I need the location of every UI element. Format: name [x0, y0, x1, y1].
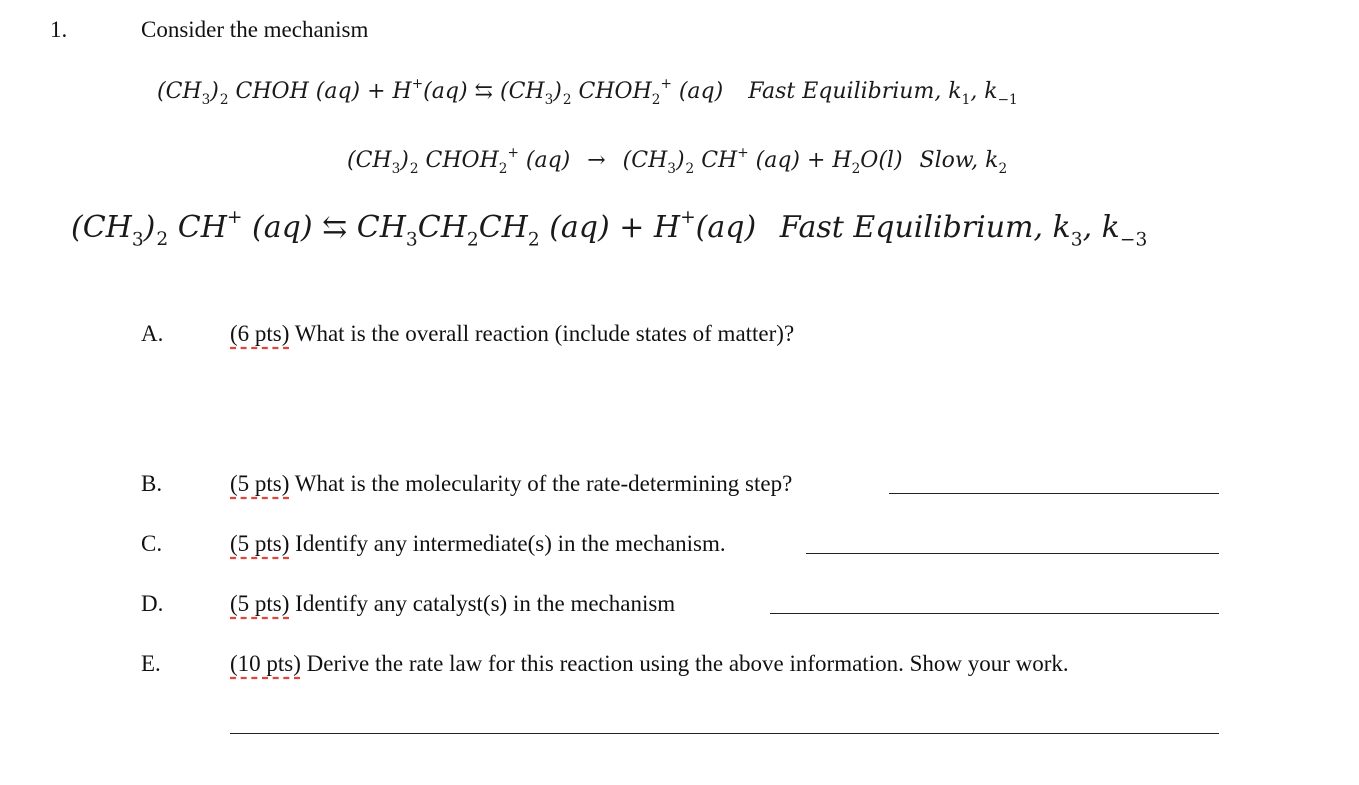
- step-3-lhs: $(CH_3)_2$ CH+ (aq): [71, 207, 313, 251]
- equilibrium-arrow-icon: ⇆: [322, 210, 348, 245]
- part-b-letter: B.: [141, 471, 163, 496]
- part-c-letter: C.: [141, 531, 163, 556]
- part-b-question: [230, 471, 792, 497]
- forward-arrow-icon: →: [587, 148, 606, 173]
- step-1-lhs: $(CH_3)_2$ CHOH (aq) + H+(aq): [157, 75, 468, 109]
- part-c-answer-line[interactable]: [806, 553, 1219, 554]
- question-prompt: Consider the mechanism: [141, 17, 369, 42]
- part-b-text: What is the molecularity of the rate-determining step?: [294, 471, 793, 496]
- part-a-letter: A.: [141, 321, 164, 346]
- step-2-lhs: $(CH_3)_2$ $CHOH_2^+$ (aq): [347, 144, 571, 178]
- part-c-points: (5 pts): [230, 531, 290, 556]
- part-a-question: [230, 321, 794, 347]
- step-1-condition: Fast Equilibrium, $k_1$, $k_{-1}$: [748, 79, 1018, 109]
- step-2-condition: Slow, $k_2$: [919, 148, 1008, 178]
- part-c-text: Identify any intermediate(s) in the mechanism.: [295, 531, 726, 556]
- mechanism-step-1: [157, 75, 1018, 109]
- part-a-points: (6 pts): [230, 321, 290, 346]
- part-e-letter: E.: [141, 651, 161, 676]
- mechanism-step-3: [71, 207, 1148, 251]
- part-a-text: What is the overall reaction (include states of matter)?: [294, 321, 795, 346]
- part-d-text: Identify any catalyst(s) in the mechanism: [295, 591, 676, 616]
- step-3-condition: Fast Equilibrium, $k_3$, $k_{-3}$: [779, 210, 1148, 251]
- part-d-question: [230, 591, 675, 617]
- step-2-rhs: $(CH_3)_2$ CH+ $(aq) + H_2O(l)$: [622, 144, 903, 178]
- part-e-answer-line[interactable]: [230, 733, 1219, 734]
- part-d-answer-line[interactable]: [770, 613, 1219, 614]
- part-d-letter: D.: [141, 591, 164, 616]
- step-3-rhs: $CH_3CH_2CH_2$ (aq) + H+(aq): [356, 207, 757, 251]
- part-b-points: (5 pts): [230, 471, 290, 496]
- part-e-text: Derive the rate law for this reaction using the above information. Show your work.: [306, 651, 1069, 676]
- part-c-question: [230, 531, 726, 557]
- equilibrium-arrow-icon: ⇆: [474, 79, 493, 104]
- part-e-question: [230, 651, 1069, 677]
- mechanism-step-2: [347, 144, 1008, 178]
- part-b-answer-line[interactable]: [889, 493, 1219, 494]
- part-e-points: (10 pts): [230, 651, 301, 676]
- step-1-rhs: $(CH_3)_2$ $CHOH_2^+$ (aq): [499, 75, 724, 109]
- part-d-points: (5 pts): [230, 591, 290, 616]
- question-number: 1.: [50, 17, 68, 42]
